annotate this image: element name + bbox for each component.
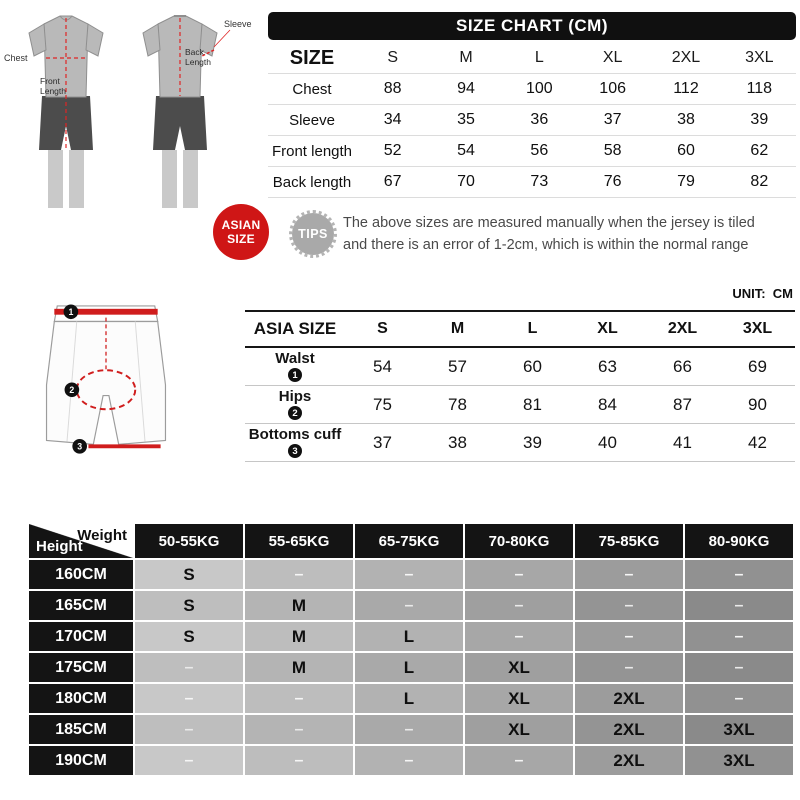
size-chart-value: 35 xyxy=(429,105,502,136)
size-chart-value: 94 xyxy=(429,74,502,105)
asia-size-column-header: M xyxy=(420,311,495,347)
size-chart-row-label: Chest xyxy=(268,74,356,105)
measure-label: Hips xyxy=(278,387,312,405)
asia-size-value: 60 xyxy=(495,347,570,386)
size-chart-value: 76 xyxy=(576,167,649,198)
size-chart-row-label: Sleeve xyxy=(268,105,356,136)
size-chart-column-header: 2XL xyxy=(649,43,722,74)
size-cell: 2XL xyxy=(574,683,684,714)
height-weight-row xyxy=(28,652,794,683)
size-cell-empty: – xyxy=(684,652,794,683)
size-cell-empty: – xyxy=(574,621,684,652)
weight-column-header: 65-75KG xyxy=(354,523,464,559)
waist-marker xyxy=(64,304,79,319)
size-chart-value: 34 xyxy=(356,105,429,136)
asia-size-value: 40 xyxy=(570,424,645,462)
size-cell-empty: – xyxy=(244,714,354,745)
size-chart-value: 37 xyxy=(576,105,649,136)
asia-size-row xyxy=(245,347,795,386)
size-chart-row xyxy=(268,105,796,136)
size-cell: S xyxy=(134,559,244,590)
measure-number-badge: 3 xyxy=(288,444,302,458)
size-chart-value: 58 xyxy=(576,136,649,167)
size-cell: XL xyxy=(464,652,574,683)
size-cell-empty: – xyxy=(684,683,794,714)
size-cell-empty: – xyxy=(244,745,354,776)
weight-corner-label: Weight xyxy=(77,527,127,544)
asia-size-value: 37 xyxy=(345,424,420,462)
measure-label: Walst xyxy=(275,349,315,367)
asia-size-row xyxy=(245,386,795,424)
size-cell-empty: – xyxy=(354,590,464,621)
asia-size-value: 90 xyxy=(720,386,795,424)
asia-size-value: 63 xyxy=(570,347,645,386)
size-cell: S xyxy=(134,621,244,652)
size-cell-empty: – xyxy=(464,590,574,621)
size-cell: 3XL xyxy=(684,714,794,745)
asia-size-column-header: S xyxy=(345,311,420,347)
asia-size-value: 39 xyxy=(495,424,570,462)
size-cell: L xyxy=(354,652,464,683)
size-chart-value: 62 xyxy=(723,136,796,167)
size-cell: 3XL xyxy=(684,745,794,776)
size-chart-size-header: SIZE xyxy=(268,43,356,74)
weight-column-header: 50-55KG xyxy=(134,523,244,559)
size-chart-row-label: Front length xyxy=(268,136,356,167)
size-cell: XL xyxy=(464,683,574,714)
size-cell-empty: – xyxy=(244,559,354,590)
front-length-label-line2: Length xyxy=(40,86,66,96)
measure-label: Bottoms cuff xyxy=(248,425,342,443)
asia-size-value: 69 xyxy=(720,347,795,386)
size-cell-empty: – xyxy=(354,559,464,590)
size-cell: M xyxy=(244,652,354,683)
height-weight-table xyxy=(27,522,795,777)
weight-column-header: 75-85KG xyxy=(574,523,684,559)
size-chart-value: 56 xyxy=(503,136,576,167)
size-cell-empty: – xyxy=(464,745,574,776)
size-chart-value: 79 xyxy=(649,167,722,198)
asian-badge-line1: ASIAN xyxy=(221,218,261,232)
height-weight-row xyxy=(28,621,794,652)
size-chart-value: 54 xyxy=(429,136,502,167)
size-cell-empty: – xyxy=(464,621,574,652)
height-weight-row xyxy=(28,559,794,590)
asia-size-row-label xyxy=(245,347,345,386)
size-chart-value: 112 xyxy=(649,74,722,105)
size-chart-value: 88 xyxy=(356,74,429,105)
tips-text xyxy=(343,212,799,256)
size-chart-row xyxy=(268,74,796,105)
asia-size-value: 75 xyxy=(345,386,420,424)
asia-size-value: 81 xyxy=(495,386,570,424)
measure-number-badge: 2 xyxy=(288,406,302,420)
size-chart-table xyxy=(268,43,796,198)
tips-line-2: and there is an error of 1-2cm, which is within the normal range xyxy=(343,237,749,253)
height-row-header: 165CM xyxy=(28,590,134,621)
size-chart-value: 38 xyxy=(649,105,722,136)
asia-size-column-header: 2XL xyxy=(645,311,720,347)
asia-size-value: 66 xyxy=(645,347,720,386)
size-cell: M xyxy=(244,590,354,621)
height-row-header: 190CM xyxy=(28,745,134,776)
height-weight-row xyxy=(28,683,794,714)
front-length-label-line1: Front xyxy=(40,76,60,86)
size-chart-row xyxy=(268,136,796,167)
asia-size-table xyxy=(245,310,795,462)
asia-size-value: 54 xyxy=(345,347,420,386)
back-length-label-line2: Length xyxy=(185,57,211,67)
height-row-header: 185CM xyxy=(28,714,134,745)
size-cell: M xyxy=(244,621,354,652)
weight-column-header: 80-90KG xyxy=(684,523,794,559)
size-chart-value: 67 xyxy=(356,167,429,198)
size-cell-empty: – xyxy=(134,652,244,683)
size-cell-empty: – xyxy=(684,621,794,652)
size-chart-value: 36 xyxy=(503,105,576,136)
asia-size-row-label xyxy=(245,386,345,424)
jersey-back-view xyxy=(143,16,252,208)
size-chart-row xyxy=(268,167,796,198)
asia-size-row xyxy=(245,424,795,462)
weight-column-header: 70-80KG xyxy=(464,523,574,559)
height-row-header: 170CM xyxy=(28,621,134,652)
size-chart-value: 52 xyxy=(356,136,429,167)
unit-label: UNIT: CM xyxy=(732,286,793,301)
asian-size-badge xyxy=(213,204,269,260)
asia-size-column-header: L xyxy=(495,311,570,347)
height-row-header: 180CM xyxy=(28,683,134,714)
size-cell-empty: – xyxy=(574,590,684,621)
weight-column-header: 55-65KG xyxy=(244,523,354,559)
size-cell-empty: – xyxy=(134,745,244,776)
height-weight-row xyxy=(28,745,794,776)
size-cell: XL xyxy=(464,714,574,745)
asia-size-header-row xyxy=(245,311,795,347)
asian-badge-line2: SIZE xyxy=(227,232,255,246)
height-row-header: 175CM xyxy=(28,652,134,683)
measure-number-badge: 1 xyxy=(288,368,302,382)
asia-size-column-header: XL xyxy=(570,311,645,347)
size-chart-value: 73 xyxy=(503,167,576,198)
size-chart-value: 70 xyxy=(429,167,502,198)
size-cell-empty: – xyxy=(354,714,464,745)
size-chart-header-row xyxy=(268,43,796,74)
asia-size-row-label xyxy=(245,424,345,462)
back-length-label-line1: Back xyxy=(185,47,204,57)
size-cell-empty: – xyxy=(244,683,354,714)
size-cell-empty: – xyxy=(134,714,244,745)
size-chart-value: 106 xyxy=(576,74,649,105)
height-row-header: 160CM xyxy=(28,559,134,590)
height-corner-label: Height xyxy=(36,538,83,555)
asia-size-value: 84 xyxy=(570,386,645,424)
size-chart-section xyxy=(268,12,796,198)
svg-text:2: 2 xyxy=(69,385,75,396)
asia-size-value: 38 xyxy=(420,424,495,462)
asia-size-value: 87 xyxy=(645,386,720,424)
size-cell: 2XL xyxy=(574,714,684,745)
size-chart-value: 39 xyxy=(723,105,796,136)
shorts-measurement-diagram xyxy=(28,292,184,468)
size-chart-value: 100 xyxy=(503,74,576,105)
size-cell: L xyxy=(354,683,464,714)
asia-size-title-header: ASIA SIZE xyxy=(245,311,345,347)
tips-line-1: The above sizes are measured manually when the jersey is tiled xyxy=(343,215,755,231)
size-cell: L xyxy=(354,621,464,652)
size-cell-empty: – xyxy=(464,559,574,590)
svg-text:3: 3 xyxy=(77,441,83,452)
size-chart-column-header: M xyxy=(429,43,502,74)
tips-badge: TIPS xyxy=(292,213,334,255)
size-chart-value: 118 xyxy=(723,74,796,105)
size-chart-column-header: XL xyxy=(576,43,649,74)
size-cell-empty: – xyxy=(574,652,684,683)
asia-size-value: 42 xyxy=(720,424,795,462)
size-cell-empty: – xyxy=(134,683,244,714)
svg-text:1: 1 xyxy=(68,307,74,318)
size-chart-column-header: L xyxy=(503,43,576,74)
size-cell-empty: – xyxy=(354,745,464,776)
size-chart-value: 82 xyxy=(723,167,796,198)
size-chart-title: SIZE CHART (CM) xyxy=(268,12,796,40)
height-weight-header-row xyxy=(28,523,794,559)
cuff-marker xyxy=(72,439,87,454)
height-weight-row xyxy=(28,590,794,621)
size-cell-empty: – xyxy=(684,559,794,590)
height-weight-row xyxy=(28,714,794,745)
size-cell-empty: – xyxy=(684,590,794,621)
asia-size-value: 57 xyxy=(420,347,495,386)
sleeve-label: Sleeve xyxy=(224,19,252,29)
chest-label: Chest xyxy=(4,53,28,63)
height-weight-corner-header xyxy=(28,523,134,559)
size-chart-value: 60 xyxy=(649,136,722,167)
size-cell: S xyxy=(134,590,244,621)
size-chart-column-header: 3XL xyxy=(723,43,796,74)
size-chart-column-header: S xyxy=(356,43,429,74)
size-chart-row-label: Back length xyxy=(268,167,356,198)
hips-marker xyxy=(65,382,80,397)
size-cell: 2XL xyxy=(574,745,684,776)
size-cell-empty: – xyxy=(574,559,684,590)
asia-size-value: 41 xyxy=(645,424,720,462)
asia-size-column-header: 3XL xyxy=(720,311,795,347)
asia-size-value: 78 xyxy=(420,386,495,424)
jersey-front-view xyxy=(4,16,103,208)
jersey-measurement-diagram xyxy=(2,0,270,210)
